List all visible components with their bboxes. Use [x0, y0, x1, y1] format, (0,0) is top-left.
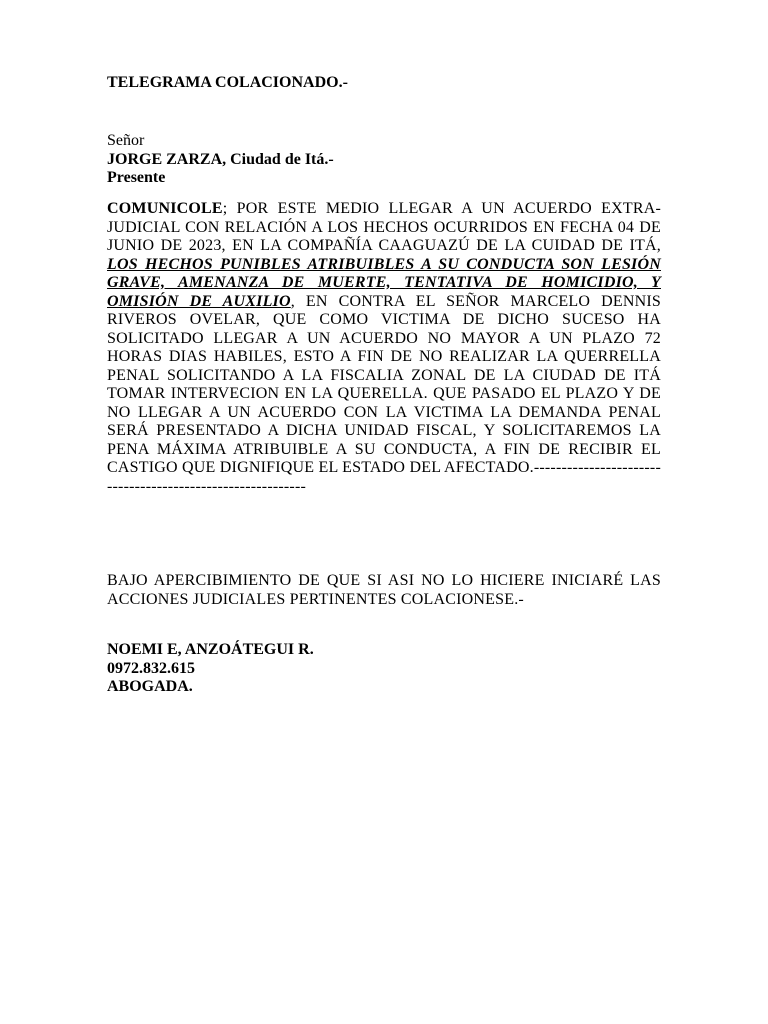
body-text-part2: , EN CONTRA EL SEÑOR MARCELO DENNIS RIVEROS OVELAR, QUE COMO VICTIMA DE DICHO SUCESO HA SOLICITADO LLEGAR A UN ACUERDO NO MAYOR A UN PLAZO 72 HORAS DIAS HABILES, ESTO A FIN DE NO REALIZAR LA QUERRELLA PENAL SOLICITANDO A LA FISCALIA ZONAL DE LA CIUDAD DE ITÁ TOMAR INTERVECION EN LA QUERELLA. QUE PASADO EL PLAZO Y DE NO LLEGAR A UN ACUERDO CON LA VICTIMA LA DEMANDA PENAL SERÁ PRESENTADO A DICHA UNIDAD FISCAL, Y SOLICITAREMOS LA PENA MÁXIMA ATRIBUIBLE A SU CONDUCTA, A FIN DE RECIBIR EL CASTIGO QUE DIGNIFIQUE EL ESTADO DEL AFECTADO.----------------------------------------------------------- [107, 292, 661, 495]
presente-label: Presente [107, 169, 166, 186]
body-text-part1: ; POR ESTE MEDIO LLEGAR A UN ACUERDO EXTRA-JUDICIAL CON RELACIÓN A LOS HECHOS OCURRIDOS EN FECHA 04 DE JUNIO DE 2023, EN LA COMPAÑÍA CAAGUAZÚ DE LA CUIDAD DE ITÁ, [107, 200, 661, 254]
warning-paragraph: BAJO APERCIBIMIENTO DE QUE SI ASI NO LO HICIERE INICIARÉ LAS ACCIONES JUDICIALES PERTINENTES COLACIONESE.- [107, 572, 661, 608]
signature-role: ABOGADA. [107, 678, 193, 695]
signature-phone: 0972.832.615 [107, 659, 195, 677]
document-title: TELEGRAMA COLACIONADO.- [107, 74, 348, 91]
signature-name: NOEMI E, ANZOÁTEGUI R. [107, 641, 314, 658]
addressee-block [107, 132, 334, 188]
signature-block [107, 641, 314, 697]
body-lead: COMUNICOLE [107, 200, 223, 217]
body-emphasis: LOS HECHOS PUNIBLES ATRIBUIBLES A SU CONDUCTA SON LESIÓN GRAVE, AMENANZA DE MUERTE, TENTATIVA DE HOMICIDIO, Y OMISIÓN DE AUXILIO [107, 255, 661, 310]
addressee-name: JORGE ZARZA, Ciudad de Itá.- [107, 150, 334, 168]
salutation: Señor [107, 132, 145, 149]
body-paragraph [107, 200, 661, 496]
